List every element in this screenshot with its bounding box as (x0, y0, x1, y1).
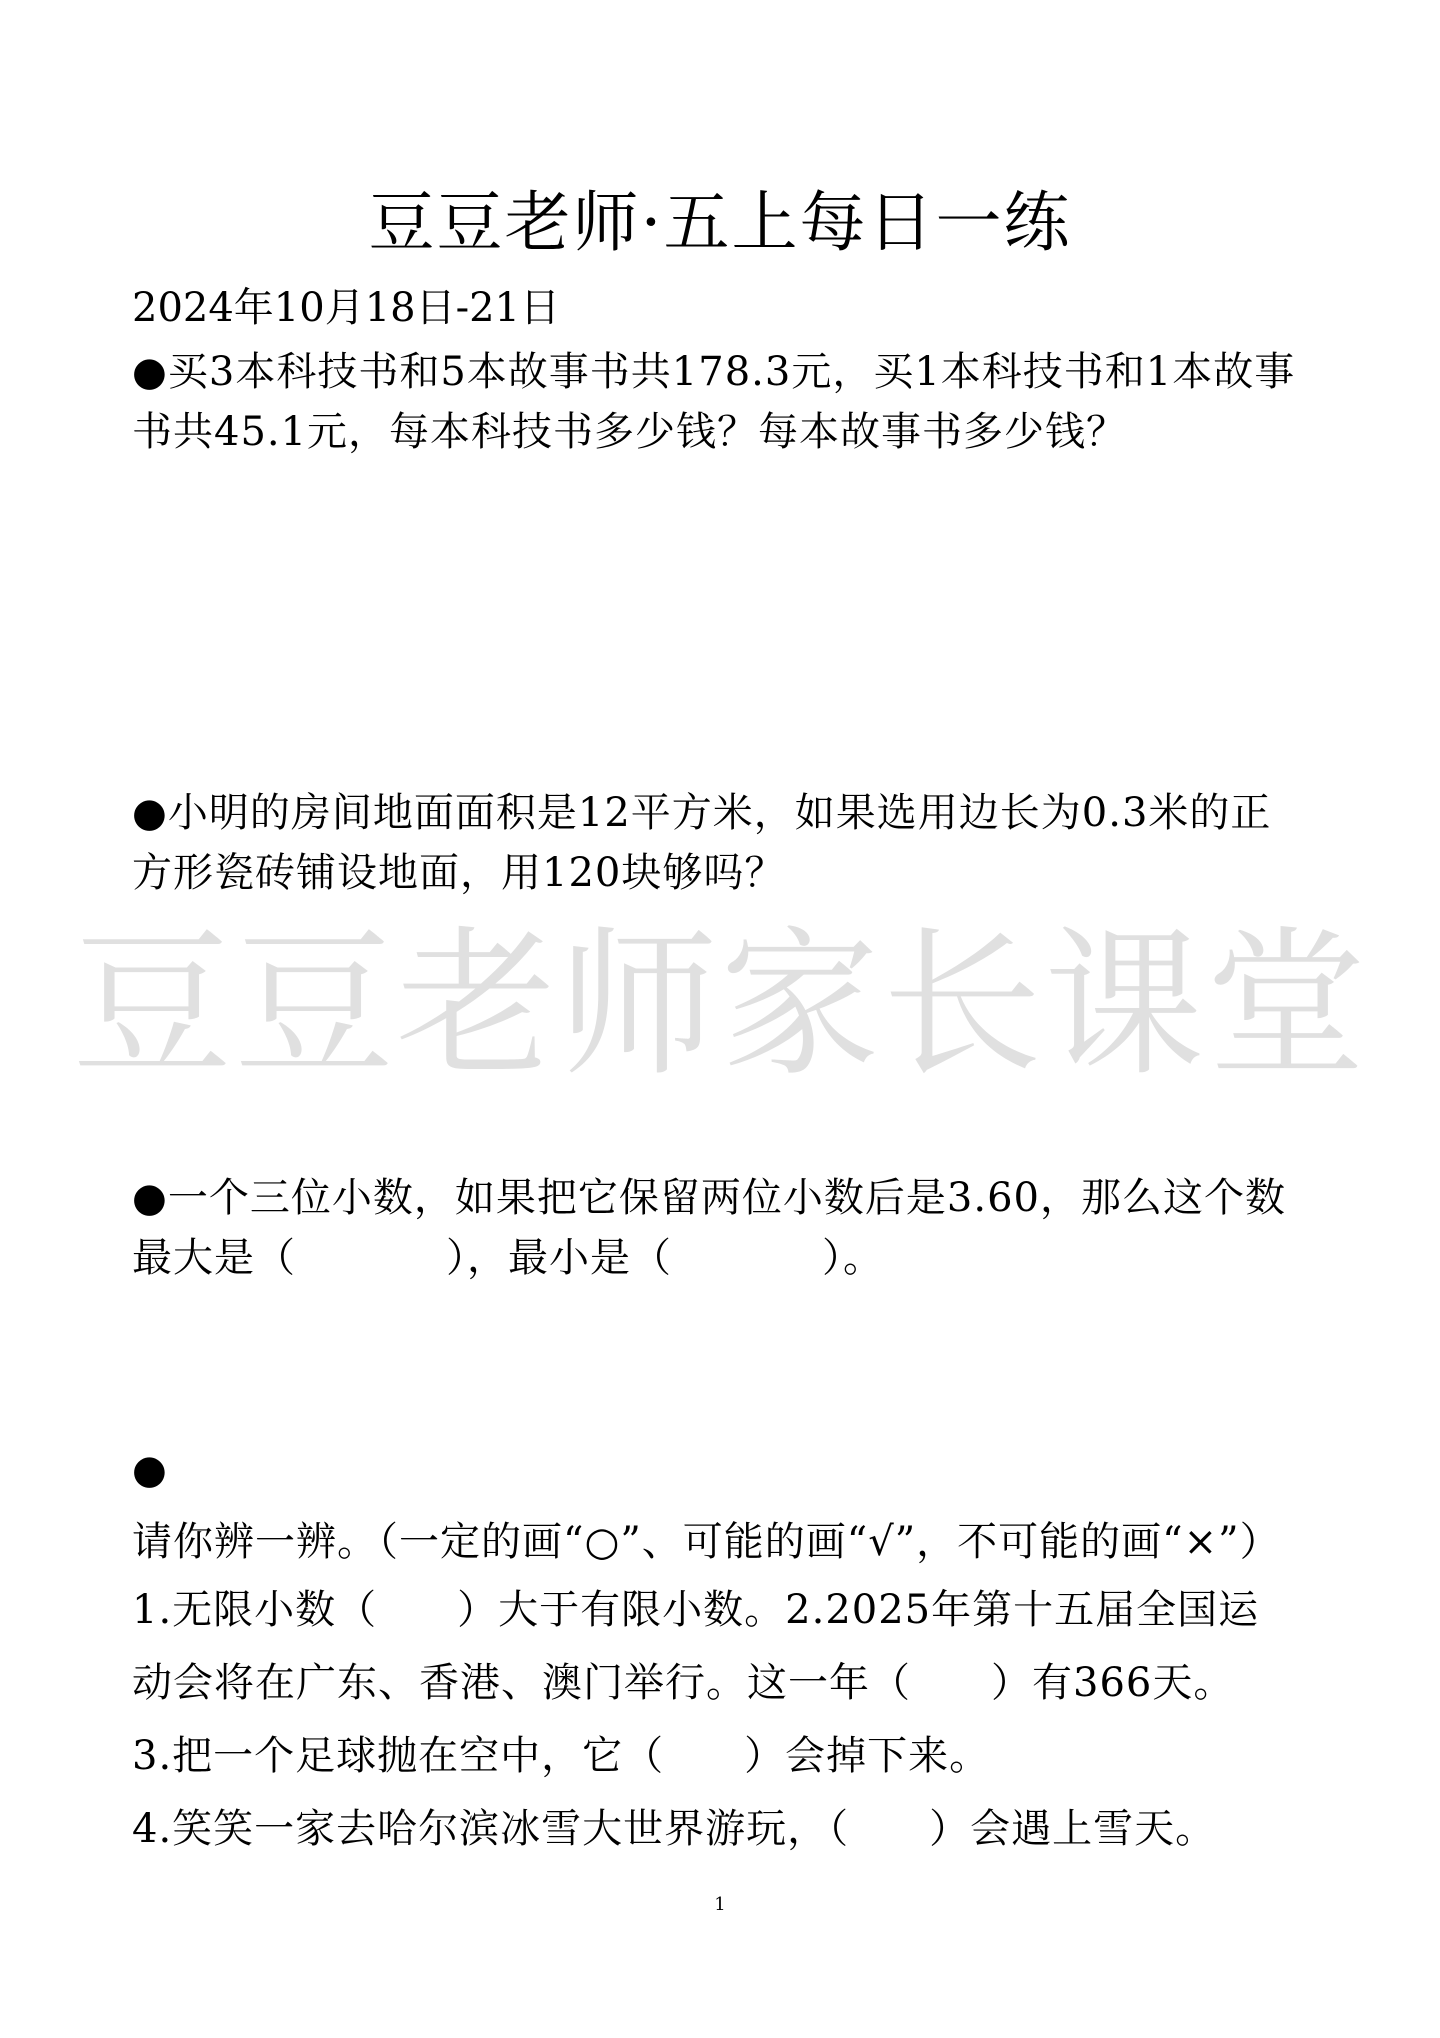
question-3-text-b: ），最小是（ (446, 1235, 672, 1281)
question-4-line-2 (132, 1653, 1312, 1713)
bullet-icon: ● (132, 1175, 168, 1221)
bullet-icon: ● (132, 349, 168, 395)
question-1 (132, 342, 1312, 462)
line-text: ）会掉下来。 (744, 1733, 991, 1779)
question-2-text: 小明的房间地面面积是12平方米，如果选用边长为0.3米的正方形瓷砖铺设地面，用120块够吗？ (132, 790, 1272, 896)
question-4-line-1 (132, 1580, 1312, 1640)
page-title: 豆豆老师·五上每日一练 (368, 184, 1072, 261)
line-text: 动会将在广东、香港、澳门举行。这一年（ (132, 1660, 911, 1706)
watermark: 豆豆老师家长课堂 (71, 911, 1368, 1098)
question-1-text: 买3本科技书和5本故事书共178.3元，买1本科技书和1本故事书共45.1元，每本科技书多少钱？每本故事书多少钱？ (132, 349, 1296, 455)
date-range: 2024年10月18日-21日 (132, 285, 561, 331)
line-text: ）会遇上雪天。 (929, 1806, 1217, 1852)
question-3-text-c: ）。 (822, 1235, 884, 1281)
line-text: ）有366天。 (991, 1660, 1235, 1706)
bullet-icon: ● (132, 1447, 168, 1493)
question-4-line-3 (132, 1726, 1312, 1786)
line-text: 4.笑笑一家去哈尔滨冰雪大世界游玩，（ (132, 1806, 850, 1852)
question-4-intro-text: 请你辨一辨。（一定的画“○”、可能的画“√”，不可能的画“×”） (132, 1519, 1281, 1565)
question-4-intro (132, 1434, 1312, 1578)
question-3 (132, 1168, 1312, 1288)
line-text: ）大于有限小数。2.2025年第十五届全国运 (457, 1587, 1260, 1633)
bullet-icon: ● (132, 790, 168, 836)
page-number: 1 (714, 1894, 726, 1915)
question-3-text-a: 一个三位小数，如果把它保留两位小数后是3.60，那么这个数最大是（ (132, 1175, 1286, 1281)
line-text: 1.无限小数（ (132, 1587, 378, 1633)
question-4-line-4 (132, 1799, 1312, 1859)
question-2 (132, 783, 1312, 903)
line-text: 3.把一个足球抛在空中，它（ (132, 1733, 665, 1779)
